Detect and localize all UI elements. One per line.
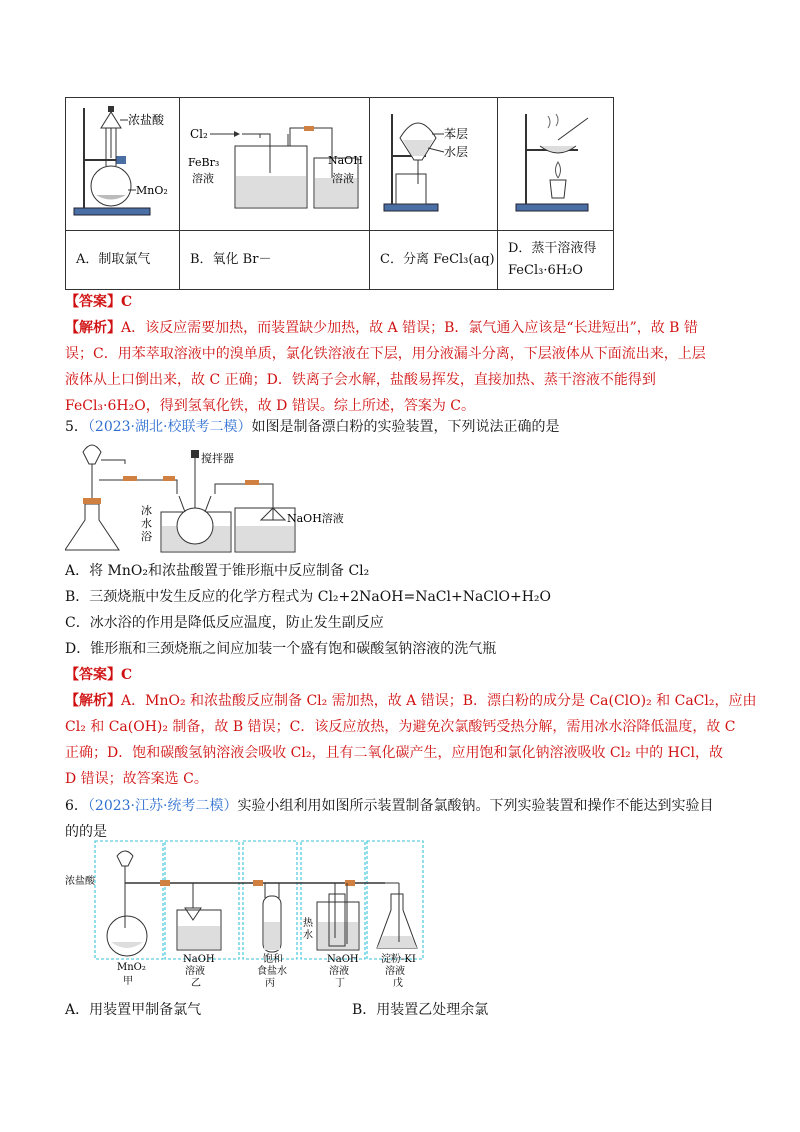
q5-analysis-line2: Cl₂ 和 Ca(OH)₂ 制备，故 B 错误；C．该反应放热，为避免次氯酸钙受热分解，需用冰水浴降低温度，故 C — [65, 719, 736, 735]
q6-stem-line1 — [65, 793, 713, 819]
q6-bing-2: 食盐水 — [257, 966, 287, 977]
q6-option-b: B．用装置乙处理余氯 — [352, 1002, 489, 1018]
q6-ding-3: 丁 — [335, 978, 345, 989]
q6-jia-2: 甲 — [123, 976, 133, 987]
q5-stirrer-label: 搅拌器 — [201, 452, 234, 465]
q4-diagram-b-cell — [180, 98, 370, 231]
q5-stem — [65, 414, 559, 440]
q5-source: （2023·湖北·校联考二模） — [87, 419, 252, 435]
q6-ding-water-2: 水 — [303, 930, 313, 941]
q6-option-a: A．用装置甲制备氯气 — [65, 1002, 202, 1018]
q5-analysis-line1: 【解析】A．MnO₂ 和浓盐酸反应制备 Cl₂ 需加热，故 A 错误；B．漂白粉的成分是 Ca(ClO)₂ 和 CaCl₂，应由 — [65, 693, 757, 709]
q6-bing-1: 饱和 — [263, 954, 283, 965]
q4b-right-solution-2: 溶液 — [332, 172, 354, 185]
q5-option-a: A．将 MnO₂和浓盐酸置于锥形瓶中反应制备 Cl₂ — [65, 563, 370, 579]
q4-options-table — [65, 97, 614, 290]
q6-yi-2: 溶液 — [185, 966, 205, 977]
q6-number: 6． — [65, 798, 88, 814]
q6-ding-water-1: 热 — [303, 918, 313, 929]
q4-diagram-c-cell — [370, 98, 498, 231]
q6-source: （2023·江苏·统考二模） — [87, 798, 238, 814]
q4-diagram-b — [180, 98, 368, 226]
q6-stem-text: 实验小组利用如图所示装置制备氯酸钠。下列实验装置和操作不能达到实验目 — [237, 798, 714, 814]
q4-option-d-line1: D．蒸干溶液得 — [508, 241, 597, 256]
q4-option-a: A．制取氯气 — [76, 252, 151, 267]
q5-ice-2: 水 — [141, 517, 152, 530]
q6-yi-3: 乙 — [191, 978, 201, 989]
q5-ice-3: 浴 — [141, 530, 152, 543]
q5-analysis-line4: D 错误；故答案选 C。 — [65, 771, 208, 787]
q6-acid-label: 浓盐酸 — [65, 876, 95, 887]
q4-analysis-line2: 误；C．用苯萃取溶液中的溴单质，氯化铁溶液在下层，用分液漏斗分离，下层液体从下面流出来，上层 — [65, 346, 706, 362]
q4b-left-solution: FeBr₃ — [188, 156, 220, 169]
q4-option-b: B．氧化 Br－ — [190, 252, 272, 267]
q5-option-c: C．冰水浴的作用是降低反应温度，防止发生副反应 — [65, 615, 384, 631]
q4-analysis-label: 【解析】 — [65, 320, 121, 336]
q4-analysis-line3: 液体从上口倒出来，故 C 正确；D．铁离子会水解，盐酸易挥发，直接加热、蒸干溶液不能得到 — [65, 372, 656, 388]
q6-ding-1: NaOH — [327, 954, 359, 965]
q5-ice-1: 冰 — [141, 504, 152, 517]
q4b-right-solution: NaOH — [328, 154, 363, 167]
q4-analysis-line1: 【解析】A．该反应需要加热，而装置缺少加热，故 A 错误；B．氯气通入应该是“长进短出”，故 B 错 — [65, 320, 698, 336]
q4-diagram-a — [66, 98, 178, 226]
q4b-left-solution-2: 溶液 — [192, 172, 214, 185]
q5-analysis-line3: 正确；D．饱和碳酸氢钠溶液会吸收 Cl₂，且有二氧化碳产生，应用饱和氯化钠溶液吸收 Cl₂ 中的 HCl，故 — [65, 745, 724, 761]
q6-wu-1: 淀粉-KI — [381, 954, 416, 965]
q4c-top-layer: 苯层 — [444, 127, 469, 141]
q5-answer: 【答案】C — [65, 667, 133, 683]
q6-yi-1: NaOH — [183, 954, 215, 965]
q4-diagram-d — [498, 98, 612, 226]
q4-diagram-a-cell — [66, 98, 180, 231]
q6-bing-3: 丙 — [265, 978, 275, 989]
q4-diagram-d-cell — [498, 98, 614, 231]
q4-answer: 【答案】C — [65, 294, 133, 310]
q4-analysis-line4: FeCl₃·6H₂O，得到氢氧化铁，故 D 错误。综上所述，答案为 C。 — [65, 398, 475, 414]
q4-diagram-c — [370, 98, 496, 226]
q5-stem-text: 如图是制备漂白粉的实验装置，下列说法正确的是 — [251, 419, 560, 435]
q5-naoh-label: NaOH溶液 — [287, 512, 344, 525]
q4a-solid-label: MnO₂ — [136, 184, 168, 197]
q6-jia-1: MnO₂ — [117, 962, 146, 973]
q6-stem-line2: 的的是 — [65, 824, 107, 840]
q5-number: 5． — [65, 419, 88, 435]
q4c-bottom-layer: 水层 — [444, 145, 469, 159]
q6-wu-3: 戊 — [393, 978, 403, 989]
q6-apparatus-diagram — [65, 838, 435, 990]
q5-option-d: D．锥形瓶和三颈烧瓶之间应加装一个盛有饱和碳酸氢钠溶液的洗气瓶 — [65, 641, 497, 657]
q4-option-c: C．分离 FeCl₃(aq) — [380, 252, 495, 267]
q4a-acid-label: 浓盐酸 — [128, 113, 165, 127]
q4-option-d-line2: FeCl₃·6H₂O — [508, 263, 583, 278]
q6-ding-2: 溶液 — [329, 966, 349, 977]
q5-option-b: B．三颈烧瓶中发生反应的化学方程式为 Cl₂+2NaOH=NaCl+NaClO+H₂O — [65, 589, 551, 605]
q6-wu-2: 溶液 — [385, 966, 405, 977]
q5-apparatus-diagram — [65, 440, 395, 558]
q4b-gas-label: Cl₂ — [190, 127, 208, 141]
q5-analysis-label: 【解析】 — [65, 693, 121, 709]
